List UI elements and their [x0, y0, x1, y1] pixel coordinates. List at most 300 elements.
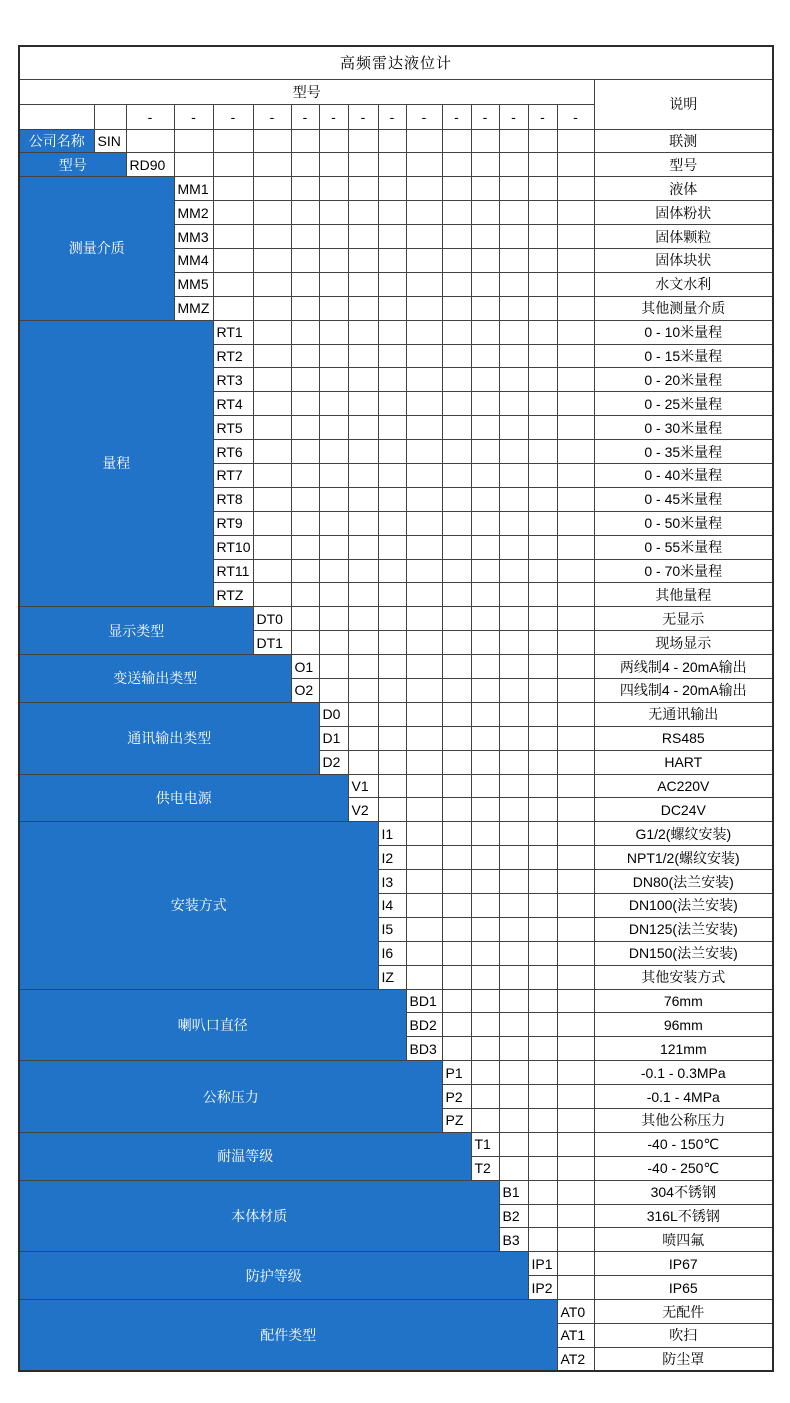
empty-cell — [499, 416, 528, 440]
empty-cell — [442, 511, 471, 535]
code-cell-rt8: RT8 — [213, 487, 253, 511]
empty-cell — [499, 941, 528, 965]
empty-cell — [291, 440, 319, 464]
category-cell-accessory-type: 配件类型 — [19, 1300, 557, 1372]
empty-cell — [528, 1132, 557, 1156]
empty-cell — [528, 129, 557, 153]
description-cell: 96mm — [594, 1013, 773, 1037]
table-row — [19, 320, 773, 344]
empty-cell — [406, 463, 442, 487]
empty-cell — [442, 678, 471, 702]
empty-cell — [253, 463, 291, 487]
empty-cell — [174, 129, 213, 153]
empty-cell — [319, 368, 348, 392]
empty-cell — [378, 129, 406, 153]
empty-cell — [348, 487, 378, 511]
empty-cell — [528, 1180, 557, 1204]
empty-cell — [528, 440, 557, 464]
code-cell-i3: I3 — [378, 870, 406, 894]
empty-cell — [213, 129, 253, 153]
description-cell: NPT1/2(螺纹安装) — [594, 846, 773, 870]
empty-cell — [499, 774, 528, 798]
description-cell: 其他测量介质 — [594, 296, 773, 320]
description-cell: 无配件 — [594, 1300, 773, 1324]
empty-cell — [406, 702, 442, 726]
code-cell-mm4: MM4 — [174, 248, 213, 272]
model-column-header: 型号 — [19, 79, 594, 104]
empty-cell — [348, 272, 378, 296]
description-cell: 现场显示 — [594, 631, 773, 655]
empty-cell — [126, 129, 174, 153]
empty-cell — [471, 272, 499, 296]
empty-cell — [406, 655, 442, 679]
empty-cell — [348, 655, 378, 679]
empty-cell — [319, 248, 348, 272]
empty-cell — [471, 487, 499, 511]
empty-cell — [406, 177, 442, 201]
empty-cell — [319, 320, 348, 344]
description-cell: 四线制4 - 20mA输出 — [594, 678, 773, 702]
dash-cell: - — [174, 104, 213, 129]
code-cell-t1: T1 — [471, 1132, 499, 1156]
code-cell-b1: B1 — [499, 1180, 528, 1204]
empty-cell — [291, 463, 319, 487]
table-row — [19, 177, 773, 201]
empty-cell — [406, 870, 442, 894]
empty-cell — [213, 272, 253, 296]
empty-cell — [378, 535, 406, 559]
empty-cell — [557, 965, 594, 989]
description-cell: 无显示 — [594, 607, 773, 631]
empty-cell — [406, 583, 442, 607]
empty-cell — [319, 272, 348, 296]
category-cell-company-name: 公司名称 — [19, 129, 94, 153]
dash-cell: - — [557, 104, 594, 129]
empty-cell — [291, 631, 319, 655]
empty-cell — [471, 678, 499, 702]
empty-cell — [213, 225, 253, 249]
empty-cell — [499, 965, 528, 989]
empty-cell — [471, 296, 499, 320]
empty-cell — [253, 583, 291, 607]
code-cell-rt5: RT5 — [213, 416, 253, 440]
empty-cell — [557, 416, 594, 440]
empty-cell — [19, 104, 94, 129]
description-cell: 0 - 70米量程 — [594, 559, 773, 583]
empty-cell — [471, 225, 499, 249]
empty-cell — [471, 463, 499, 487]
code-cell-i2: I2 — [378, 846, 406, 870]
empty-cell — [499, 846, 528, 870]
table-row — [19, 1252, 773, 1276]
empty-cell — [406, 917, 442, 941]
empty-cell — [557, 631, 594, 655]
empty-cell — [499, 1037, 528, 1061]
empty-cell — [471, 1109, 499, 1133]
empty-cell — [557, 1252, 594, 1276]
empty-cell — [499, 726, 528, 750]
description-column-header: 说明 — [594, 79, 773, 129]
code-cell-ip1: IP1 — [528, 1252, 557, 1276]
empty-cell — [528, 655, 557, 679]
empty-cell — [499, 1085, 528, 1109]
empty-cell — [442, 225, 471, 249]
empty-cell — [442, 655, 471, 679]
empty-cell — [557, 607, 594, 631]
empty-cell — [471, 1085, 499, 1109]
empty-cell — [406, 248, 442, 272]
empty-cell — [319, 177, 348, 201]
empty-cell — [378, 559, 406, 583]
empty-cell — [499, 607, 528, 631]
empty-cell — [406, 559, 442, 583]
description-cell: -0.1 - 4MPa — [594, 1085, 773, 1109]
description-cell: 0 - 50米量程 — [594, 511, 773, 535]
empty-cell — [348, 559, 378, 583]
empty-cell — [499, 822, 528, 846]
empty-cell — [348, 511, 378, 535]
description-cell: 0 - 35米量程 — [594, 440, 773, 464]
empty-cell — [528, 941, 557, 965]
empty-cell — [213, 201, 253, 225]
description-cell: 固体块状 — [594, 248, 773, 272]
empty-cell — [557, 248, 594, 272]
description-cell: -40 - 250℃ — [594, 1156, 773, 1180]
empty-cell — [94, 104, 126, 129]
table-row — [19, 607, 773, 631]
code-cell-iz: IZ — [378, 965, 406, 989]
empty-cell — [499, 583, 528, 607]
empty-cell — [499, 655, 528, 679]
code-cell-mm2: MM2 — [174, 201, 213, 225]
empty-cell — [528, 631, 557, 655]
empty-cell — [378, 272, 406, 296]
code-cell-rt6: RT6 — [213, 440, 253, 464]
code-cell-rt4: RT4 — [213, 392, 253, 416]
empty-cell — [499, 559, 528, 583]
empty-cell — [528, 368, 557, 392]
empty-cell — [378, 511, 406, 535]
empty-cell — [528, 965, 557, 989]
empty-cell — [319, 129, 348, 153]
empty-cell — [557, 177, 594, 201]
empty-cell — [557, 1156, 594, 1180]
description-cell: IP65 — [594, 1276, 773, 1300]
empty-cell — [378, 678, 406, 702]
empty-cell — [291, 225, 319, 249]
description-cell: 两线制4 - 20mA输出 — [594, 655, 773, 679]
empty-cell — [213, 153, 253, 177]
description-cell: 其他量程 — [594, 583, 773, 607]
empty-cell — [471, 583, 499, 607]
empty-cell — [442, 870, 471, 894]
empty-cell — [442, 846, 471, 870]
empty-cell — [557, 655, 594, 679]
empty-cell — [499, 201, 528, 225]
code-cell-dt0: DT0 — [253, 607, 291, 631]
code-cell-rt3: RT3 — [213, 368, 253, 392]
empty-cell — [471, 941, 499, 965]
description-cell: 其他安装方式 — [594, 965, 773, 989]
empty-cell — [528, 583, 557, 607]
empty-cell — [471, 702, 499, 726]
empty-cell — [499, 368, 528, 392]
description-cell: 固体颗粒 — [594, 225, 773, 249]
empty-cell — [406, 822, 442, 846]
empty-cell — [253, 153, 291, 177]
empty-cell — [378, 798, 406, 822]
empty-cell — [253, 320, 291, 344]
category-cell-display-type: 显示类型 — [19, 607, 253, 655]
empty-cell — [499, 296, 528, 320]
empty-cell — [499, 702, 528, 726]
empty-cell — [557, 225, 594, 249]
empty-cell — [471, 750, 499, 774]
description-cell: 76mm — [594, 989, 773, 1013]
empty-cell — [499, 225, 528, 249]
empty-cell — [528, 1204, 557, 1228]
empty-cell — [557, 702, 594, 726]
code-cell-dt1: DT1 — [253, 631, 291, 655]
category-cell-nominal-pressure: 公称压力 — [19, 1061, 442, 1133]
empty-cell — [406, 201, 442, 225]
empty-cell — [442, 726, 471, 750]
empty-cell — [253, 248, 291, 272]
empty-cell — [528, 416, 557, 440]
code-cell-p2: P2 — [442, 1085, 471, 1109]
table-row — [19, 655, 773, 679]
empty-cell — [471, 416, 499, 440]
empty-cell — [253, 272, 291, 296]
empty-cell — [291, 583, 319, 607]
empty-cell — [499, 1013, 528, 1037]
empty-cell — [499, 153, 528, 177]
empty-cell — [348, 631, 378, 655]
code-cell-at0: AT0 — [557, 1300, 594, 1324]
empty-cell — [348, 678, 378, 702]
empty-cell — [442, 917, 471, 941]
empty-cell — [557, 726, 594, 750]
empty-cell — [442, 631, 471, 655]
description-cell: 0 - 15米量程 — [594, 344, 773, 368]
empty-cell — [557, 1037, 594, 1061]
empty-cell — [557, 511, 594, 535]
description-cell: 0 - 55米量程 — [594, 535, 773, 559]
empty-cell — [471, 153, 499, 177]
code-cell-mmz: MMZ — [174, 296, 213, 320]
empty-cell — [291, 320, 319, 344]
empty-cell — [406, 511, 442, 535]
empty-cell — [557, 846, 594, 870]
empty-cell — [528, 1013, 557, 1037]
empty-cell — [442, 559, 471, 583]
empty-cell — [378, 392, 406, 416]
empty-cell — [471, 511, 499, 535]
empty-cell — [442, 344, 471, 368]
category-cell-model: 型号 — [19, 153, 126, 177]
empty-cell — [499, 463, 528, 487]
empty-cell — [348, 392, 378, 416]
empty-cell — [378, 177, 406, 201]
empty-cell — [291, 296, 319, 320]
empty-cell — [378, 702, 406, 726]
category-cell-protection-rating: 防护等级 — [19, 1252, 528, 1300]
empty-cell — [348, 177, 378, 201]
empty-cell — [319, 392, 348, 416]
description-cell: 0 - 45米量程 — [594, 487, 773, 511]
empty-cell — [557, 1204, 594, 1228]
description-cell: 0 - 40米量程 — [594, 463, 773, 487]
empty-cell — [319, 678, 348, 702]
empty-cell — [442, 296, 471, 320]
empty-cell — [406, 607, 442, 631]
empty-cell — [528, 392, 557, 416]
empty-cell — [471, 631, 499, 655]
empty-cell — [471, 344, 499, 368]
empty-cell — [471, 846, 499, 870]
empty-cell — [348, 225, 378, 249]
empty-cell — [378, 344, 406, 368]
empty-cell — [406, 320, 442, 344]
empty-cell — [557, 917, 594, 941]
empty-cell — [348, 750, 378, 774]
empty-cell — [499, 1061, 528, 1085]
code-cell-b2: B2 — [499, 1204, 528, 1228]
empty-cell — [442, 1037, 471, 1061]
empty-cell — [319, 153, 348, 177]
empty-cell — [406, 678, 442, 702]
empty-cell — [442, 1013, 471, 1037]
empty-cell — [253, 511, 291, 535]
table-row — [19, 153, 773, 177]
dash-cell: - — [291, 104, 319, 129]
empty-cell — [406, 225, 442, 249]
empty-cell — [471, 655, 499, 679]
empty-cell — [471, 965, 499, 989]
empty-cell — [471, 607, 499, 631]
empty-cell — [528, 1061, 557, 1085]
empty-cell — [499, 798, 528, 822]
empty-cell — [499, 129, 528, 153]
empty-cell — [557, 463, 594, 487]
empty-cell — [291, 344, 319, 368]
code-cell-bd1: BD1 — [406, 989, 442, 1013]
empty-cell — [406, 272, 442, 296]
empty-cell — [378, 726, 406, 750]
description-cell: 联测 — [594, 129, 773, 153]
empty-cell — [291, 607, 319, 631]
description-cell: 304不锈钢 — [594, 1180, 773, 1204]
empty-cell — [499, 870, 528, 894]
empty-cell — [557, 941, 594, 965]
empty-cell — [378, 583, 406, 607]
empty-cell — [253, 392, 291, 416]
empty-cell — [442, 463, 471, 487]
empty-cell — [557, 1013, 594, 1037]
category-cell-measuring-medium: 测量介质 — [19, 177, 174, 320]
empty-cell — [319, 583, 348, 607]
table-row — [19, 1132, 773, 1156]
empty-cell — [378, 440, 406, 464]
empty-cell — [253, 368, 291, 392]
empty-cell — [291, 511, 319, 535]
description-cell: -40 - 150℃ — [594, 1132, 773, 1156]
empty-cell — [471, 177, 499, 201]
empty-cell — [557, 1085, 594, 1109]
code-cell-d0: D0 — [319, 702, 348, 726]
empty-cell — [528, 487, 557, 511]
empty-cell — [253, 129, 291, 153]
empty-cell — [528, 320, 557, 344]
empty-cell — [442, 702, 471, 726]
dash-cell: - — [126, 104, 174, 129]
empty-cell — [378, 320, 406, 344]
model-selection-sheet — [18, 45, 774, 1372]
empty-cell — [471, 822, 499, 846]
description-cell: 0 - 30米量程 — [594, 416, 773, 440]
empty-cell — [528, 750, 557, 774]
empty-cell — [557, 822, 594, 846]
empty-cell — [557, 320, 594, 344]
code-cell-rd90: RD90 — [126, 153, 174, 177]
table-row — [19, 1180, 773, 1204]
empty-cell — [378, 225, 406, 249]
description-cell: 0 - 20米量程 — [594, 368, 773, 392]
code-cell-i1: I1 — [378, 822, 406, 846]
empty-cell — [499, 989, 528, 1013]
empty-cell — [378, 631, 406, 655]
empty-cell — [253, 177, 291, 201]
empty-cell — [499, 248, 528, 272]
empty-cell — [348, 320, 378, 344]
description-cell: IP67 — [594, 1252, 773, 1276]
description-cell: 防尘罩 — [594, 1347, 773, 1371]
empty-cell — [499, 272, 528, 296]
empty-cell — [378, 248, 406, 272]
empty-cell — [442, 894, 471, 918]
empty-cell — [442, 822, 471, 846]
code-cell-d1: D1 — [319, 726, 348, 750]
empty-cell — [528, 774, 557, 798]
empty-cell — [557, 440, 594, 464]
empty-cell — [442, 607, 471, 631]
empty-cell — [528, 870, 557, 894]
empty-cell — [291, 201, 319, 225]
empty-cell — [471, 201, 499, 225]
empty-cell — [557, 1132, 594, 1156]
empty-cell — [499, 392, 528, 416]
empty-cell — [406, 296, 442, 320]
empty-cell — [557, 989, 594, 1013]
empty-cell — [499, 177, 528, 201]
empty-cell — [291, 368, 319, 392]
empty-cell — [557, 129, 594, 153]
empty-cell — [406, 846, 442, 870]
empty-cell — [319, 631, 348, 655]
description-cell: 喷四氟 — [594, 1228, 773, 1252]
empty-cell — [528, 917, 557, 941]
empty-cell — [499, 511, 528, 535]
empty-cell — [291, 272, 319, 296]
dash-cell: - — [442, 104, 471, 129]
empty-cell — [471, 1037, 499, 1061]
model-selection-table — [18, 45, 774, 1372]
empty-cell — [528, 463, 557, 487]
category-cell-range: 量程 — [19, 320, 213, 607]
category-cell-horn-diameter: 喇叭口直径 — [19, 989, 406, 1061]
empty-cell — [442, 177, 471, 201]
description-cell: DN100(法兰安装) — [594, 894, 773, 918]
